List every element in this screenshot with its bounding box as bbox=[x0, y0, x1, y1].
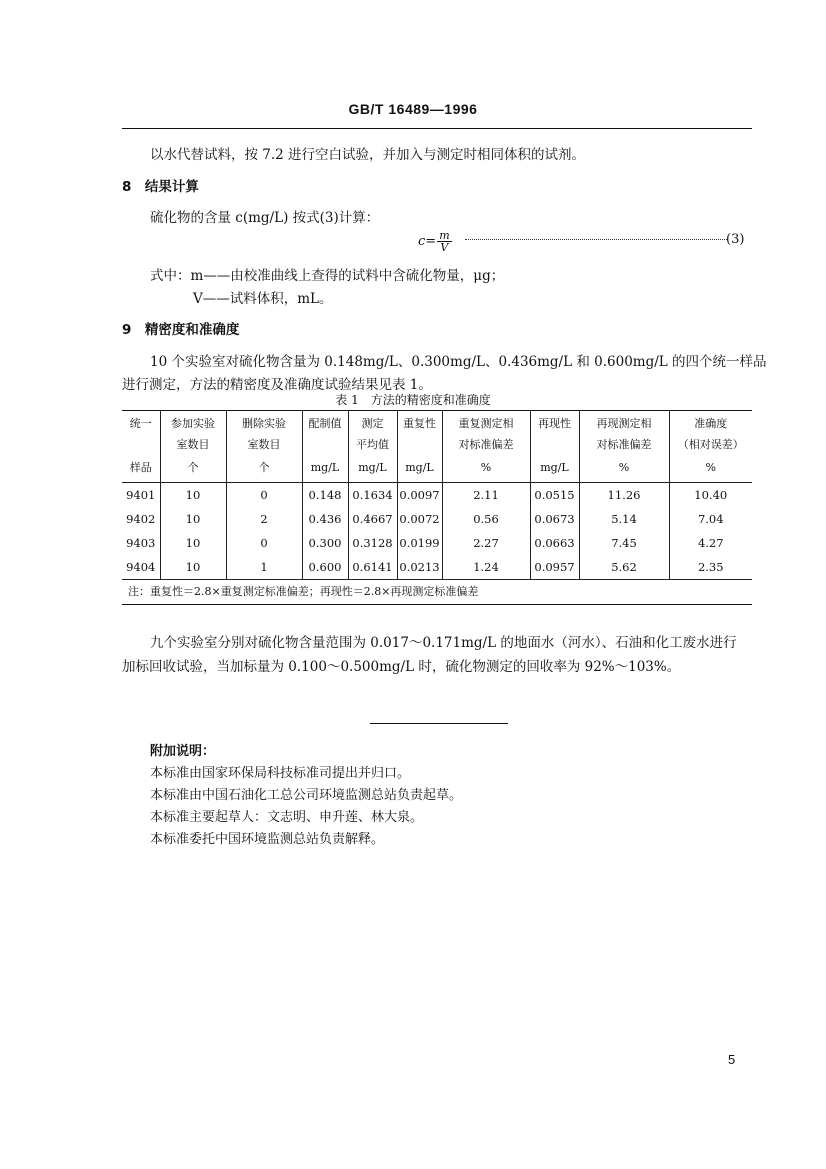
table-cell: 0.56 bbox=[442, 507, 530, 531]
table-cell: 0.3128 bbox=[348, 531, 397, 555]
formula-fraction bbox=[437, 230, 451, 253]
table-cell: 2.35 bbox=[669, 555, 752, 580]
table-cell: 0.0097 bbox=[397, 483, 442, 508]
table-cell: 9401 bbox=[126, 488, 156, 502]
table-header-row-1 bbox=[122, 411, 752, 435]
appendix-line: 本标准由中国石油化工总公司环境监测总站负责起草。 bbox=[150, 788, 463, 803]
table-cell: 10 bbox=[160, 531, 226, 555]
separator-rule bbox=[370, 723, 508, 724]
table-cell: 1.24 bbox=[442, 555, 530, 580]
table-cell: 2.11 bbox=[442, 483, 530, 508]
table-cell: 7.45 bbox=[579, 531, 669, 555]
table-header-row-3 bbox=[122, 452, 752, 483]
where-v-line: V——试料体积，mL。 bbox=[193, 291, 333, 307]
header-cell bbox=[530, 435, 579, 452]
table-cell: 0.600 bbox=[302, 555, 348, 580]
table-cell: 0 bbox=[226, 531, 302, 555]
table-header-row-2 bbox=[122, 435, 752, 452]
page-number: 5 bbox=[728, 1052, 736, 1067]
header-cell: % bbox=[669, 452, 752, 483]
table-cell: 0.436 bbox=[302, 507, 348, 531]
header-cell: 平均值 bbox=[348, 435, 397, 452]
equation-number: (3) bbox=[726, 232, 745, 247]
table-cell: 1 bbox=[226, 555, 302, 580]
header-cell: 室数目 bbox=[226, 435, 302, 452]
table-row bbox=[122, 483, 752, 508]
header-cell: 配制值 bbox=[302, 411, 348, 435]
table-cell: 0.0673 bbox=[530, 507, 579, 531]
header-cell: 再现测定相 bbox=[579, 411, 669, 435]
table-cell: 7.04 bbox=[669, 507, 752, 531]
section-8-intro: 硫化物的含量 c(mg/L) 按式(3)计算： bbox=[150, 210, 380, 226]
precision-accuracy-table bbox=[122, 411, 752, 602]
header-cell: mg/L bbox=[302, 452, 348, 483]
header-cell: 统一 bbox=[129, 417, 152, 430]
header-cell: 删除实验 bbox=[226, 411, 302, 435]
header-cell: 个 bbox=[160, 452, 226, 483]
table-cell: 2 bbox=[226, 507, 302, 531]
header-cell: （相对误差） bbox=[669, 435, 752, 452]
header-cell bbox=[302, 435, 348, 452]
table-cell: 5.14 bbox=[579, 507, 669, 531]
table-cell: 0.6141 bbox=[348, 555, 397, 580]
table-cell: 9403 bbox=[126, 536, 156, 550]
table-cell: 0.4667 bbox=[348, 507, 397, 531]
header-cell bbox=[397, 435, 442, 452]
table-cell: 0.0213 bbox=[397, 555, 442, 580]
formula-denominator: V bbox=[440, 241, 449, 254]
table-cell: 10.40 bbox=[669, 483, 752, 508]
appendix-title: 附加说明： bbox=[150, 744, 216, 759]
formula-numerator: m bbox=[439, 229, 450, 242]
table-cell: 10 bbox=[160, 483, 226, 508]
appendix-line: 本标准由国家环保局科技标准司提出并归口。 bbox=[150, 766, 411, 781]
header-cell: 室数目 bbox=[160, 435, 226, 452]
formula-leader-dots bbox=[465, 230, 727, 240]
table-row bbox=[122, 507, 752, 531]
table-note: 注：重复性＝2.8×重复测定标准偏差；再现性＝2.8×再现测定标准偏差 bbox=[122, 580, 752, 603]
table-cell: 0.148 bbox=[302, 483, 348, 508]
table-cell: 11.26 bbox=[579, 483, 669, 508]
document-header: GB/T 16489—1996 bbox=[348, 101, 478, 117]
header-cell: % bbox=[579, 452, 669, 483]
table-cell: 4.27 bbox=[669, 531, 752, 555]
section-9-para-line1: 10 个实验室对硫化物含量为 0.148mg/L、0.300mg/L、0.436mg/L 和 0.600mg/L 的四个统一样品 bbox=[150, 354, 767, 370]
table-cell: 0.1634 bbox=[348, 483, 397, 508]
table-note-row bbox=[122, 580, 752, 603]
appendix-line: 本标准委托中国环境监测总站负责解释。 bbox=[150, 832, 385, 847]
recovery-para-line1: 九个实验室分别对硫化物含量范围为 0.017～0.171mg/L 的地面水（河水）、石油和化工废水进行 bbox=[150, 635, 737, 651]
section-8-title: 8 结果计算 bbox=[122, 179, 199, 195]
table-cell: 2.27 bbox=[442, 531, 530, 555]
table-cell: 0.0072 bbox=[397, 507, 442, 531]
recovery-para-line2: 加标回收试验，当加标量为 0.100～0.500mg/L 时，硫化物测定的回收率为 92%～103%。 bbox=[122, 659, 681, 675]
section-9-para-line2: 进行测定，方法的精密度及准确度试验结果见表 1。 bbox=[122, 377, 432, 393]
header-cell: 再现性 bbox=[530, 411, 579, 435]
header-rule bbox=[122, 128, 752, 129]
formula-3 bbox=[418, 230, 452, 253]
header-cell: mg/L bbox=[530, 452, 579, 483]
table-cell: 0.300 bbox=[302, 531, 348, 555]
table-cell: 9402 bbox=[126, 512, 156, 526]
header-cell bbox=[122, 435, 160, 452]
header-cell: 对标准偏差 bbox=[579, 435, 669, 452]
table-cell: 0.0663 bbox=[530, 531, 579, 555]
where-m-line: 式中：m——由校准曲线上查得的试料中含硫化物量，μg； bbox=[150, 268, 505, 284]
formula-lhs: c= bbox=[418, 234, 437, 249]
section-9-title: 9 精密度和准确度 bbox=[122, 322, 240, 338]
header-cell: 重复测定相 bbox=[442, 411, 530, 435]
header-cell: mg/L bbox=[397, 452, 442, 483]
table-row bbox=[122, 555, 752, 580]
table-cell: 0.0957 bbox=[530, 555, 579, 580]
table-row bbox=[122, 531, 752, 555]
table-cell: 10 bbox=[160, 507, 226, 531]
header-cell: mg/L bbox=[348, 452, 397, 483]
header-cell: % bbox=[442, 452, 530, 483]
table-cell: 0.0199 bbox=[397, 531, 442, 555]
header-cell: 参加实验 bbox=[160, 411, 226, 435]
header-cell: 样品 bbox=[122, 452, 160, 483]
header-cell: 个 bbox=[226, 452, 302, 483]
header-cell: 测定 bbox=[348, 411, 397, 435]
table-cell: 0.0515 bbox=[530, 483, 579, 508]
table-cell: 10 bbox=[160, 555, 226, 580]
table-bottom-rule bbox=[122, 604, 752, 605]
table-caption: 表 1 方法的精密度和准确度 bbox=[335, 393, 491, 407]
blank-test-line: 以水代替试料，按 7.2 进行空白试验，并加入与测定时相同体积的试剂。 bbox=[150, 147, 586, 163]
table-cell: 0 bbox=[226, 483, 302, 508]
header-cell: 对标准偏差 bbox=[442, 435, 530, 452]
appendix-line: 本标准主要起草人：文志明、申升莲、林大泉。 bbox=[150, 810, 424, 825]
table-cell: 9404 bbox=[126, 560, 156, 574]
header-cell: 重复性 bbox=[397, 411, 442, 435]
header-cell: 准确度 bbox=[669, 411, 752, 435]
table-cell: 5.62 bbox=[579, 555, 669, 580]
